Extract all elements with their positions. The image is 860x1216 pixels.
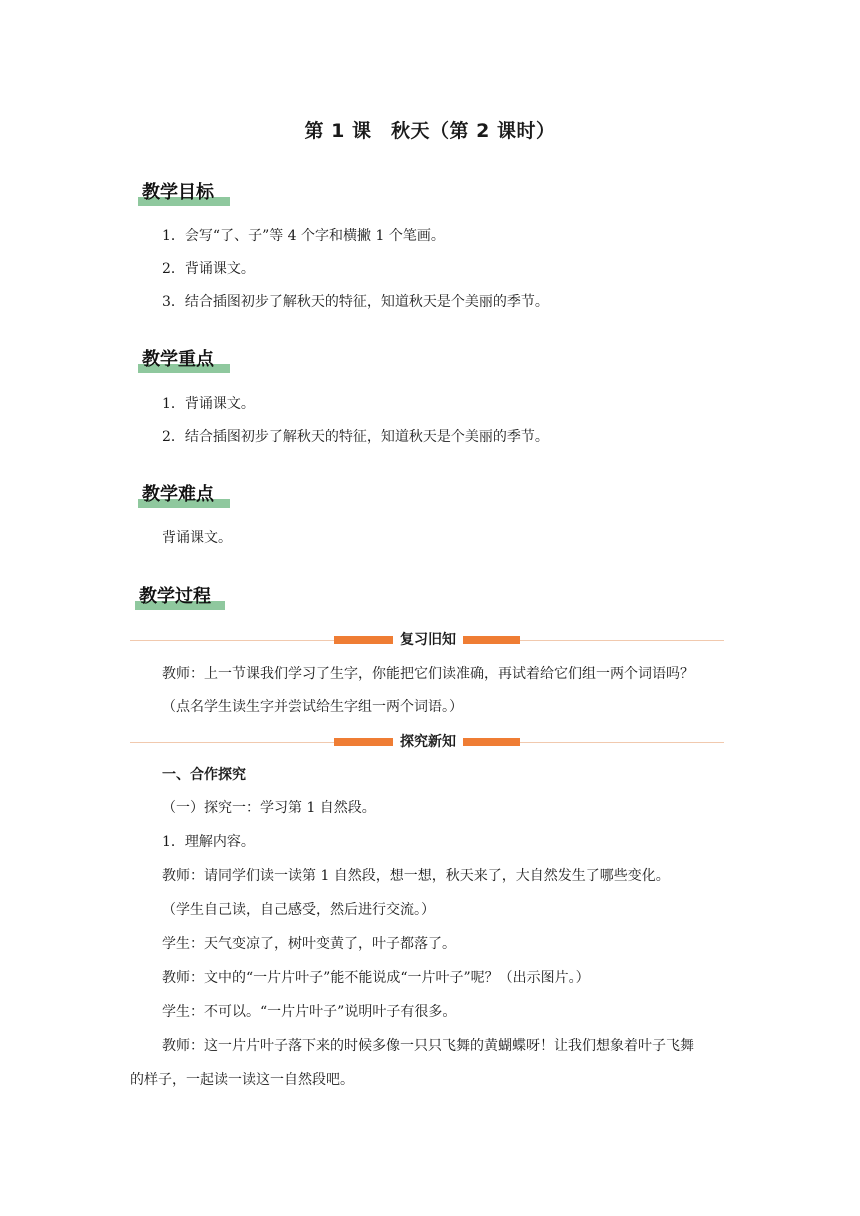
section-heading-label: 教学目标 [142,182,214,203]
explore-line: 教师：请同学们读一读第 1 自然段，想一想，秋天来了，大自然发生了哪些变化。 [162,868,670,884]
objective-item: 1．会写“了、子”等 4 个字和横撇 1 个笔画。 [162,228,445,244]
section-heading-difficulties [138,480,230,508]
explore-line: 学生：不可以。“一片片叶子”说明叶子有很多。 [162,1004,457,1020]
section-heading-label: 教学过程 [139,586,211,607]
divider-label: 探究新知 [393,732,463,752]
page-title: 第 1 课 秋天（第 2 课时） [304,120,556,142]
divider-accent-left [334,738,393,746]
section-heading-label: 教学难点 [142,484,214,505]
objective-item: 3．结合插图初步了解秋天的特征，知道秋天是个美丽的季节。 [162,294,549,310]
section-heading-process [135,582,225,610]
key-point-item: 1．背诵课文。 [162,396,255,412]
explore-line: （学生自己读，自己感受，然后进行交流。） [162,902,435,918]
section-heading-objectives [138,178,230,206]
review-line: 教师：上一节课我们学习了生字，你能把它们读准确，再试着给它们组一两个词语吗？ [162,666,694,682]
explore-line: 学生：天气变凉了，树叶变黄了，叶子都落了。 [162,936,456,952]
objective-item: 2．背诵课文。 [162,261,255,277]
section-heading-key-points [138,345,230,373]
divider-review [130,630,724,650]
explore-line: 教师：文中的“一片片叶子”能不能说成“一片叶子”呢？（出示图片。） [162,970,590,986]
explore-line: 1．理解内容。 [162,834,255,850]
subheading-cooperative-inquiry: 一、合作探究 [162,767,246,783]
difficulty-item: 背诵课文。 [162,530,232,546]
divider-label: 复习旧知 [393,630,463,650]
divider-accent-right [463,738,520,746]
divider-explore [130,732,724,752]
explore-line: 的样子，一起读一读这一自然段吧。 [130,1072,354,1088]
explore-line: 教师：这一片片叶子落下来的时候多像一只只飞舞的黄蝴蝶呀！让我们想象着叶子飞舞 [162,1038,694,1054]
explore-line: （一）探究一：学习第 1 自然段。 [162,800,376,816]
key-point-item: 2．结合插图初步了解秋天的特征，知道秋天是个美丽的季节。 [162,429,549,445]
divider-accent-right [463,636,520,644]
divider-accent-left [334,636,393,644]
section-heading-label: 教学重点 [142,349,214,370]
review-line: （点名学生读生字并尝试给生字组一两个词语。） [162,699,463,715]
